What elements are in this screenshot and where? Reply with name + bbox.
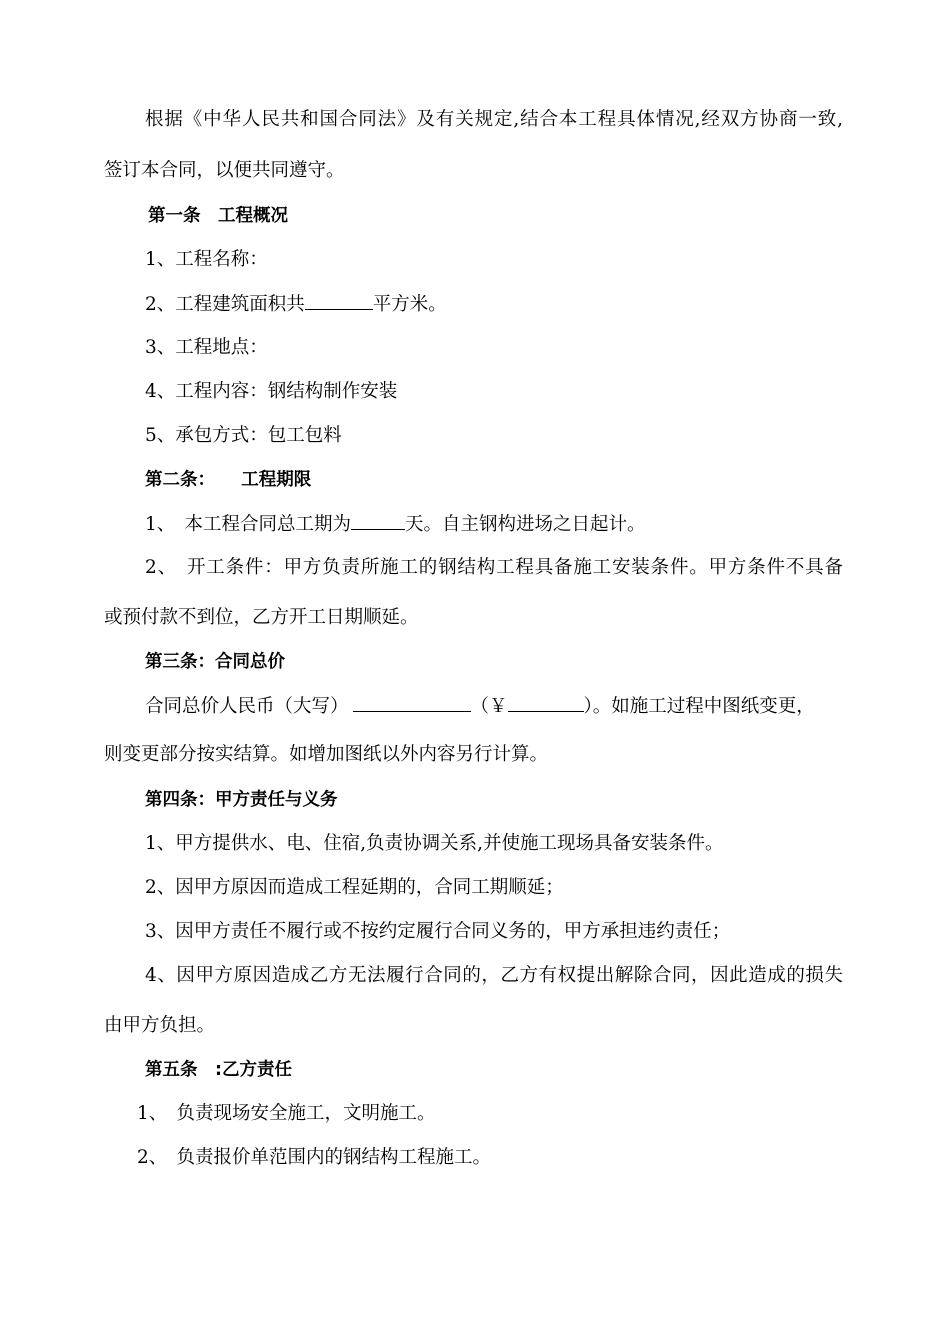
article-3-line-2: 则变更部分按实结算。如增加图纸以外内容另行计算。 bbox=[104, 744, 549, 765]
article-1-title: 第一条 工程概况 bbox=[148, 206, 288, 226]
intro-line-2: 签订本合同，以便共同遵守。 bbox=[104, 160, 345, 181]
article-1-item-2 bbox=[145, 291, 950, 318]
price-numeric-label: （￥ bbox=[470, 696, 508, 717]
area-blank-field[interactable] bbox=[305, 291, 373, 310]
article-1-item-3: 3、工程地点： bbox=[145, 337, 268, 358]
article-5-item-2: 2、 负责报价单范围内的钢结构工程施工。 bbox=[137, 1147, 492, 1168]
area-label: 2、工程建筑面积共 bbox=[145, 294, 305, 315]
article-4-item-3: 3、因甲方责任不履行或不按约定履行合同义务的，甲方承担违约责任； bbox=[145, 921, 731, 942]
article-3-line-1 bbox=[145, 693, 950, 720]
article-4-title: 第四条：甲方责任与义务 bbox=[145, 790, 338, 810]
article-4-item-4-line-1: 4、因甲方原因造成乙方无法履行合同的，乙方有权提出解除合同，因此造成的损失 bbox=[145, 965, 843, 986]
area-unit: 平方米。 bbox=[372, 294, 447, 315]
article-1-item-4: 4、工程内容：钢结构制作安装 bbox=[145, 381, 398, 402]
article-5-title: 第五条 :乙方责任 bbox=[145, 1060, 292, 1080]
price-numeric-blank-field[interactable] bbox=[508, 693, 584, 712]
price-uppercase-blank-field[interactable] bbox=[353, 693, 471, 712]
article-1-item-1: 1、工程名称： bbox=[145, 249, 268, 270]
duration-unit: 天。自主钢构进场之日起计。 bbox=[405, 514, 646, 535]
price-note: ）。如施工过程中图纸变更， bbox=[583, 696, 815, 717]
article-5-item-1: 1、 负责现场安全施工，文明施工。 bbox=[137, 1103, 436, 1124]
article-3-title: 第三条：合同总价 bbox=[145, 652, 285, 672]
article-1-item-5: 5、承包方式：包工包料 bbox=[145, 425, 342, 446]
duration-blank-field[interactable] bbox=[351, 511, 405, 530]
price-uppercase-label: 合同总价人民币（大写） bbox=[145, 696, 349, 717]
article-2-item-2-line-2: 或预付款不到位，乙方开工日期顺延。 bbox=[104, 607, 419, 628]
article-2-title: 第二条： 工程期限 bbox=[145, 470, 312, 490]
intro-line-1: 根据《中华人民共和国合同法》及有关规定,结合本工程具体情况,经双方协商一致, bbox=[145, 109, 843, 130]
article-2-item-1 bbox=[145, 511, 950, 538]
duration-label: 1、 本工程合同总工期为 bbox=[145, 514, 352, 535]
article-4-item-4-line-2: 由甲方负担。 bbox=[104, 1015, 216, 1036]
article-4-item-2: 2、因甲方原因而造成工程延期的，合同工期顺延； bbox=[145, 877, 564, 898]
article-4-item-1: 1、甲方提供水、电、住宿,负责协调关系,并使施工现场具备安装条件。 bbox=[145, 833, 724, 854]
article-2-item-2-line-1: 2、 开工条件：甲方负责所施工的钢结构工程具备施工安装条件。甲方条件不具备 bbox=[145, 557, 843, 578]
